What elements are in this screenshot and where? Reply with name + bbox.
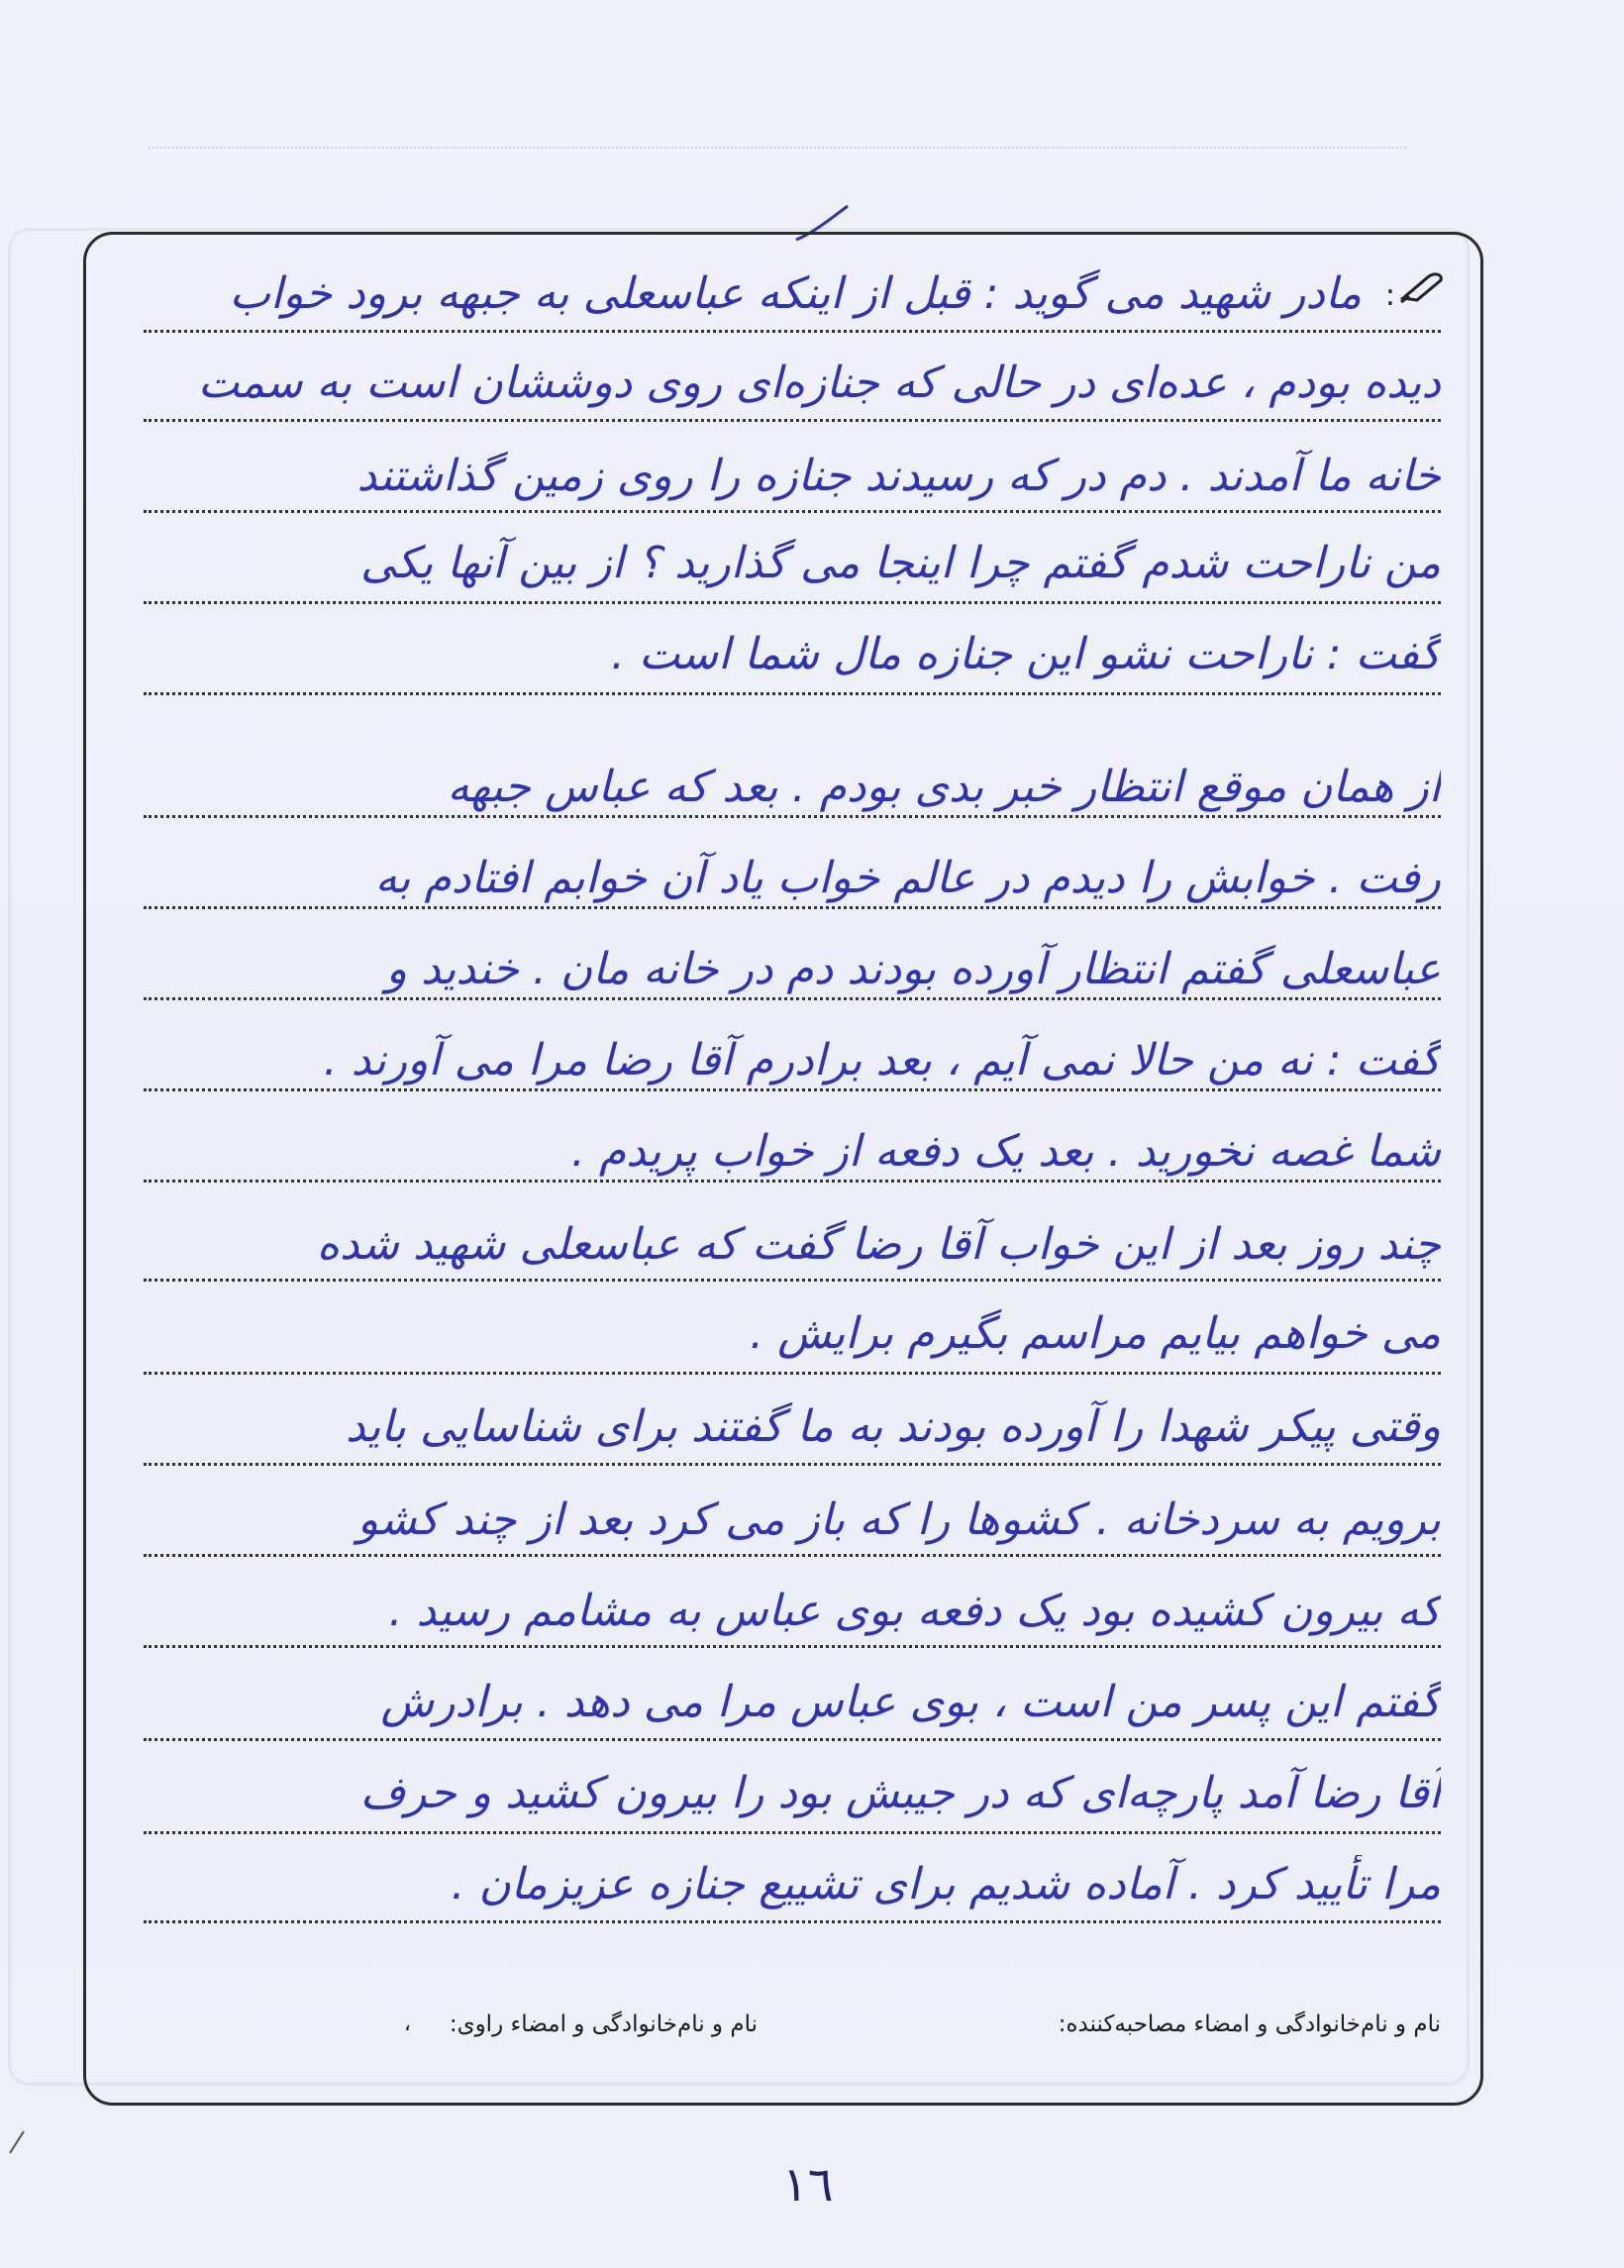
narrator-signature-mark: ، [403,2011,411,2036]
handwritten-line: مرا تأیید کرد . آماده شدیم برای تشییع جنازه عزیزمان . [451,1859,1441,1909]
handwritten-line: آقا رضا آمد پارچه‌ای که در جیبش بود را بیرون کشید و حرف [359,1768,1441,1818]
handwritten-line: که بیرون کشیده بود یک دفعه بوی عباس به مشامم رسید . [388,1586,1441,1636]
handwritten-line: چند روز بعد از این خواب آقا رضا گفت که عباسعلی شهید شده [316,1219,1441,1270]
dotted-rule [144,815,1441,818]
handwritten-line: خانه ما آمدند . دم در که رسیدند جنازه را روی زمین گذاشتند [356,451,1441,501]
dotted-rule [144,997,1441,1000]
handwritten-line: رفت . خوابش را دیدم در عالم خواب یاد آن خوابم افتادم به [374,853,1441,903]
dotted-rule [144,1645,1441,1648]
dotted-rule [144,1920,1441,1923]
handwritten-line: گفتم این پسر من است ، بوی عباس مرا می دهد . برادرش [380,1677,1441,1727]
handwritten-line: عباسعلی گفتم انتظار آورده بودند دم در خانه مان . خندید و [385,944,1441,994]
page-number: ١٦ [782,2157,834,2213]
interviewer-signature-label: نام و نام‌خانوادگی و امضاء مصاحبه‌کننده: [1058,2011,1441,2037]
dotted-rule [144,1554,1441,1557]
dotted-rule [144,692,1441,695]
signature-row [116,2011,1451,2051]
bleed-through-line [149,147,1406,149]
handwritten-line: گفت : نه من حالا نمی آیم ، بعد برادرم آقا رضا مرا می آورند . [323,1035,1441,1085]
handwritten-line: برویم به سردخانه . کشوها را که باز می کرد بعد از چند کشو [356,1495,1441,1545]
dotted-rule [144,1372,1441,1375]
intro-colon: : [1384,278,1395,313]
handwritten-line: وقتی پیکر شهدا را آورده بودند به ما گفتند برای شناسایی باید [346,1401,1441,1452]
handwritten-line: دیده بودم ، عده‌ای در حالی که جنازه‌ای روی دوششان است به سمت [197,358,1441,408]
handwritten-line: می خواهم بیایم مراسم بگیرم برایش . [750,1308,1441,1359]
dotted-rule [144,601,1441,604]
dotted-rule [144,510,1441,513]
dotted-rule [144,1088,1441,1091]
handwritten-line: شما غصه نخورید . بعد یک دفعه از خواب پریدم . [570,1126,1441,1177]
dotted-rule [144,1738,1441,1741]
margin-mark [6,2129,28,2155]
dotted-rule [144,906,1441,909]
dotted-rule [144,419,1441,422]
handwritten-line: من ناراحت شدم گفتم چرا اینجا می گذارید ؟ از بین آنها یکی [360,538,1441,588]
handwritten-line: از همان موقع انتظار خبر بدی بودم . بعد که عباس جبهه [447,762,1441,812]
handwritten-line: گفت : ناراحت نشو این جنازه مال شما است . [611,629,1441,679]
dotted-rule [144,1180,1441,1183]
handwritten-line: مادر شهید می گوید : قبل از اینکه عباسعلی به جبهه برود خواب [229,268,1362,319]
dotted-rule [144,1831,1441,1834]
dotted-rule [144,1463,1441,1466]
dotted-rule [144,1279,1441,1282]
quill-icon [1399,270,1445,304]
form-frame [83,232,1483,2106]
narrator-signature-label: نام و نام‌خانوادگی و امضاء راوی: [449,2011,758,2037]
dotted-rule [144,330,1441,333]
